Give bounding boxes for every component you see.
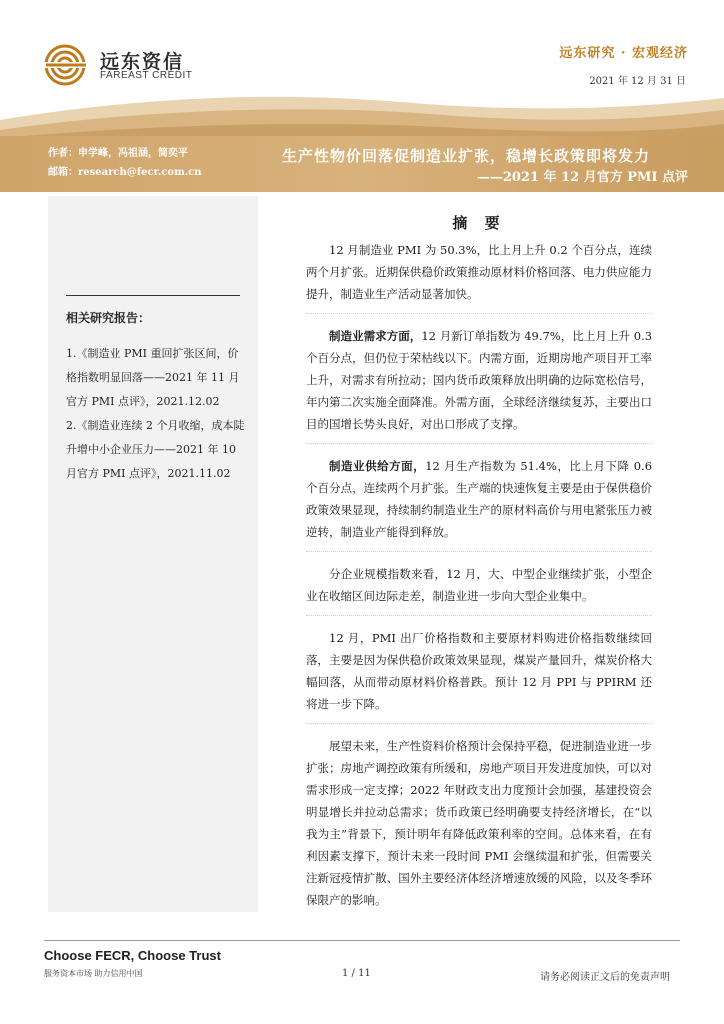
authors: 作者：申学峰，冯祖涵，简奕平 (48, 148, 188, 159)
paragraph-lead: 制造业供给方面， (329, 459, 426, 473)
disclaimer-note: 请务必阅读正文后的免责声明 (540, 972, 670, 983)
paragraph-divider (306, 443, 652, 445)
report-date: 2021 年 12 月 31 日 (589, 76, 686, 87)
footer-divider (44, 940, 680, 941)
section-label: 远东研究 · 宏观经济 (559, 46, 688, 61)
report-subtitle: ——2021 年 12 月官方 PMI 点评 (476, 170, 688, 185)
abstract-paragraph: 分企业规模指数来看，12 月，大、中型企业继续扩张，小型企业在收缩区间边际走差，制造业进一步向大型企业集中。 (306, 567, 652, 603)
related-reports-heading: 相关研究报告： (66, 311, 151, 325)
abstract-title: 摘 要 (452, 214, 506, 232)
related-report-item[interactable]: 1.《制造业 PMI 重回扩张区间，价格指数明显回落——2021 年 11 月官方 PMI 点评》，2021.12.02 (66, 347, 240, 408)
paragraph-body: 12 月生产指数为 51.4%，比上月下降 0.6 个百分点，连续两个月扩张。生产端的快速恢复主要是由于保供稳价政策效果显现，持续制约制造业生产的原材料高价与用电紧张压力被逆转，制造业产能得到释放。 (306, 459, 653, 539)
page-number: 1 / 11 (342, 968, 371, 979)
sidebar (48, 196, 258, 912)
brand-name-en: FAREAST CREDIT (100, 70, 193, 81)
abstract-paragraph (306, 325, 652, 435)
paragraph-divider (306, 313, 652, 315)
footer-slogan: Choose FECR, Choose Trust (44, 948, 221, 963)
abstract-section (306, 212, 652, 911)
paragraph-divider (306, 615, 652, 617)
sidebar-divider (66, 295, 240, 296)
brand-name-cn: 远东资信 (100, 51, 185, 73)
paragraph-body: 12 月新订单指数为 49.7%，比上月上升 0.3 个百分点，但仍位于荣枯线以下。内需方面，近期房地产项目开工率上升，对需求有所拉动；国内货币政策释放出明确的边际宽松信号，年内第二次实施全面降准。外需方面，全球经济继续复苏，主要出口目的国增长势头良好，对出口形成了支撑。 (306, 329, 653, 431)
paragraph-divider (306, 551, 652, 553)
header-wave-decoration (0, 80, 724, 142)
abstract-paragraph: 12 月制造业 PMI 为 50.3%，比上月上升 0.2 个百分点，连续两个月扩张。近期保供稳价政策推动原材料价格回落、电力供应能力提升，制造业生产活动显著加快。 (306, 243, 652, 301)
related-report-item[interactable]: 2.《制造业连续 2 个月收缩，成本陡升增中小企业压力——2021 年 10 月官方 PMI 点评》，2021.11.02 (66, 419, 245, 480)
contact-email: 邮箱：research@fecr.com.cn (48, 167, 202, 178)
abstract-paragraph: 展望未来，生产性资料价格预计会保持平稳，促进制造业进一步扩张；房地产调控政策有所缓和，房地产项目开发进度加快，可以对需求形成一定支撑；2022 年财政支出力度预计会加强，基建投资会明显增长并拉动总需求；货币政策已经明确要支持经济增长，在“以我为主”背景下，预计明年有降低政策利率的空间。总体来看，在有利因素支撑下，预计未来一段时间 PMI 会继续温和扩张，但需要关注新冠疫情扩散、国外主要经济体经济增速放缓的风险，以及冬季环保限产的影响。 (306, 739, 652, 907)
abstract-paragraph: 12 月，PMI 出厂价格指数和主要原材料购进价格指数继续回落，主要是因为保供稳价政策效果显现，煤炭产量回升，煤炭价格大幅回落，从而带动原材料价格普跌。预计 12 月 PPI 与 PPIRM 还将进一步下降。 (306, 631, 652, 711)
related-reports-list (66, 342, 246, 486)
paragraph-lead: 制造业需求方面， (329, 329, 422, 343)
abstract-paragraph (306, 455, 652, 543)
paragraph-divider (306, 723, 652, 725)
report-title: 生产性物价回落促制造业扩张，稳增长政策即将发力 (282, 147, 651, 165)
footer-tagline: 服务资本市场 助力信用中国 (44, 969, 143, 978)
page-header (0, 0, 724, 140)
